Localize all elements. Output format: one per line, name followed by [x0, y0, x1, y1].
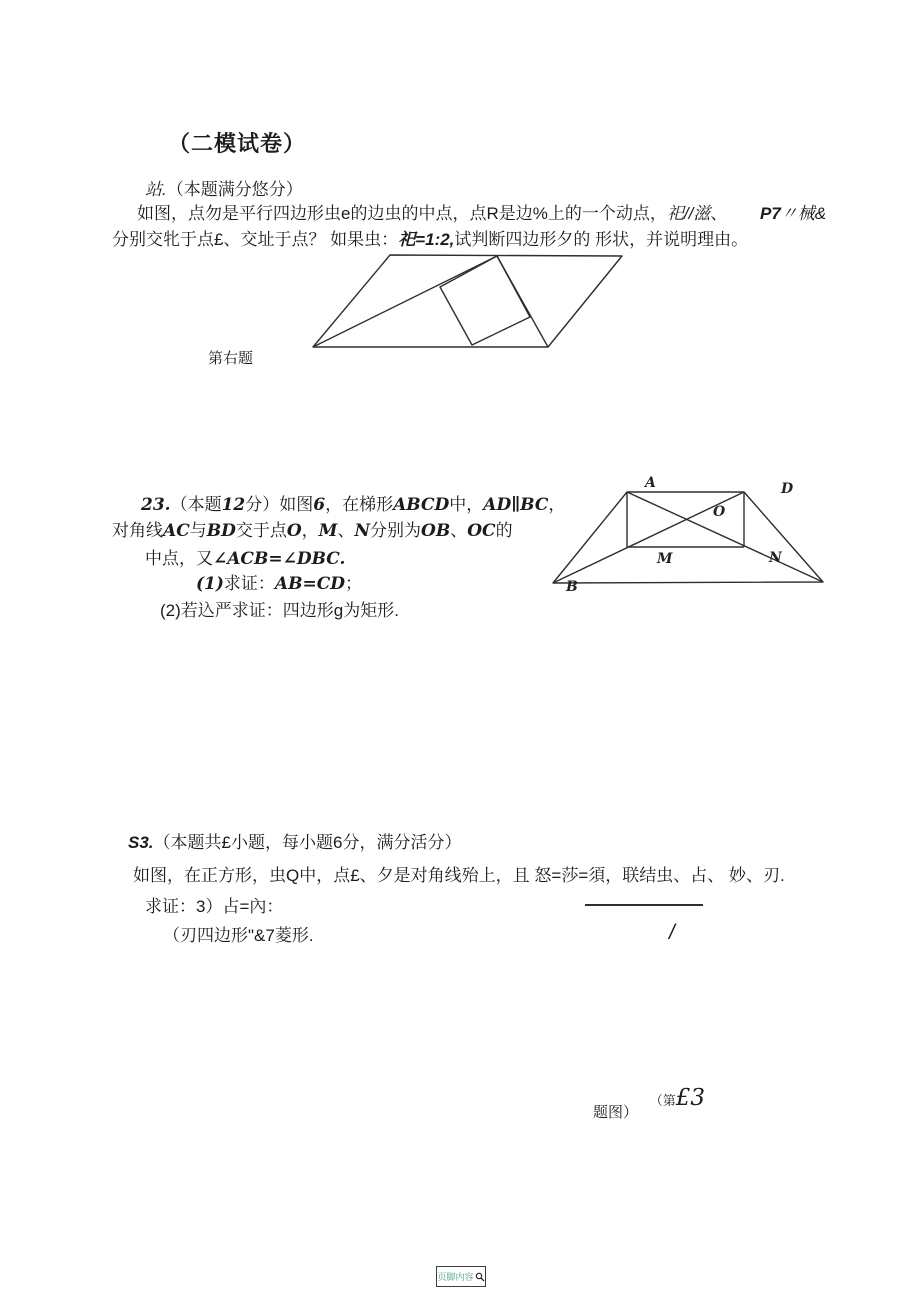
text-segment: 分别为: [370, 521, 422, 540]
parallelogram-figure: [300, 250, 630, 355]
footer-content-control[interactable]: [436, 1266, 486, 1287]
text-segment: ∠ACB=∠DBC.: [213, 549, 346, 569]
problem24-line2: 求证：3）占=內：: [145, 897, 284, 916]
text-segment: 与: [189, 521, 207, 540]
problem24-line1: 如图，在正方形，虫Q中，点£、夕是对角线殆上，且 怒=莎=須，联结虫、占、 妙、刃.: [133, 866, 785, 885]
footer-placeholder-text: 页脚内容: [437, 1272, 474, 1282]
vertex-label-n: N: [769, 550, 782, 566]
text-segment: （本题: [170, 495, 222, 514]
text-segment: 12: [221, 495, 246, 515]
text-segment: AD∥BC: [483, 495, 549, 515]
text-segment: 祀//滋: [666, 204, 711, 223]
vertex-label-a: A: [645, 475, 656, 491]
text-segment: ABCD: [393, 495, 450, 515]
text-segment: AC: [163, 521, 190, 541]
problem23-line5: [160, 600, 399, 621]
problem23-line1: [141, 494, 565, 516]
text-segment: (1): [196, 574, 224, 594]
text-segment: OB: [421, 521, 451, 541]
problem23-line2: [112, 520, 513, 542]
text-segment: 23.: [141, 495, 171, 515]
trapezoid-figure: [545, 475, 865, 600]
vertex-label-b: B: [566, 579, 578, 595]
problem22-line1-right: [760, 203, 826, 224]
trapezoid-figure-wrap: [545, 475, 865, 600]
problem24-line3: （刃四边形"&7菱形.: [163, 926, 314, 945]
vertex-label-m: M: [657, 551, 673, 567]
page-title: （二模试卷）: [168, 131, 307, 156]
text-segment: AB=CD: [274, 574, 345, 594]
text-segment: O: [286, 521, 302, 541]
caption-pre: （第: [649, 1093, 676, 1108]
text-segment: OC: [467, 521, 496, 541]
text-segment: ，: [548, 495, 566, 514]
text-segment: S3.: [128, 833, 154, 852]
text-segment: 如图，点勿是平行四边形虫e的边虫的中点，点R是边%上的一个动点，: [137, 204, 667, 223]
text-segment: ，在梯形: [325, 495, 394, 514]
text-segment: 中，: [449, 495, 484, 514]
text-segment: M: [318, 521, 338, 541]
text-segment: 、: [337, 521, 355, 540]
text-segment: BD: [206, 521, 236, 541]
text-segment: 对角线: [112, 521, 163, 540]
vertex-label-d: D: [781, 481, 794, 497]
figure3-caption-bottom: 题图）: [593, 1104, 639, 1121]
text-segment: 分别交牝于点£、交址于点？ 如果虫：: [112, 230, 399, 249]
trapezoid-outline: [553, 492, 823, 583]
text-segment: （本题共£小题，每小题6分，满分活分）: [153, 833, 462, 852]
text-segment: P7: [760, 204, 781, 223]
magnifier-icon: [475, 1272, 485, 1282]
caption-number: £3: [675, 1085, 706, 1111]
answer-blank-line: [585, 904, 703, 906]
problem22-line1: [137, 203, 727, 224]
text-segment: ；: [345, 574, 362, 593]
text-segment: 分）如图: [245, 495, 314, 514]
text-segment: 站.: [145, 180, 167, 199]
text-segment: 中点，又: [145, 549, 213, 568]
problem22-line2: [112, 229, 748, 250]
problem23-line4: [196, 573, 362, 595]
stray-slash-mark: /: [669, 921, 675, 944]
text-segment: 祀=1:2,: [398, 230, 455, 249]
text-segment: 的: [495, 521, 513, 540]
diagonal-line: [313, 256, 497, 347]
inner-square: [440, 256, 530, 345]
figure1-caption: 第右题: [208, 350, 254, 367]
text-segment: （本题满分悠分）: [166, 180, 303, 199]
text-segment: N: [354, 521, 371, 541]
text-segment: 、: [710, 204, 728, 223]
text-segment: 交于点: [235, 521, 287, 540]
vertex-label-o: O: [713, 504, 726, 520]
figure3-caption-top: [632, 1064, 705, 1133]
problem22-heading: [145, 179, 303, 200]
text-segment: 〃械&: [780, 204, 827, 223]
problem24-heading: [128, 832, 461, 853]
problem23-line3: [145, 548, 345, 570]
text-segment: 试判断四边形夕的 形状，并说明理由。: [454, 230, 749, 249]
text-segment: (2)若込严求证：四边形g为矩形.: [160, 601, 399, 620]
text-segment: 6: [313, 495, 326, 515]
text-segment: 求证：: [223, 574, 275, 593]
text-segment: ，: [301, 521, 319, 540]
parallelogram-outline: [313, 255, 622, 347]
text-segment: 、: [450, 521, 468, 540]
